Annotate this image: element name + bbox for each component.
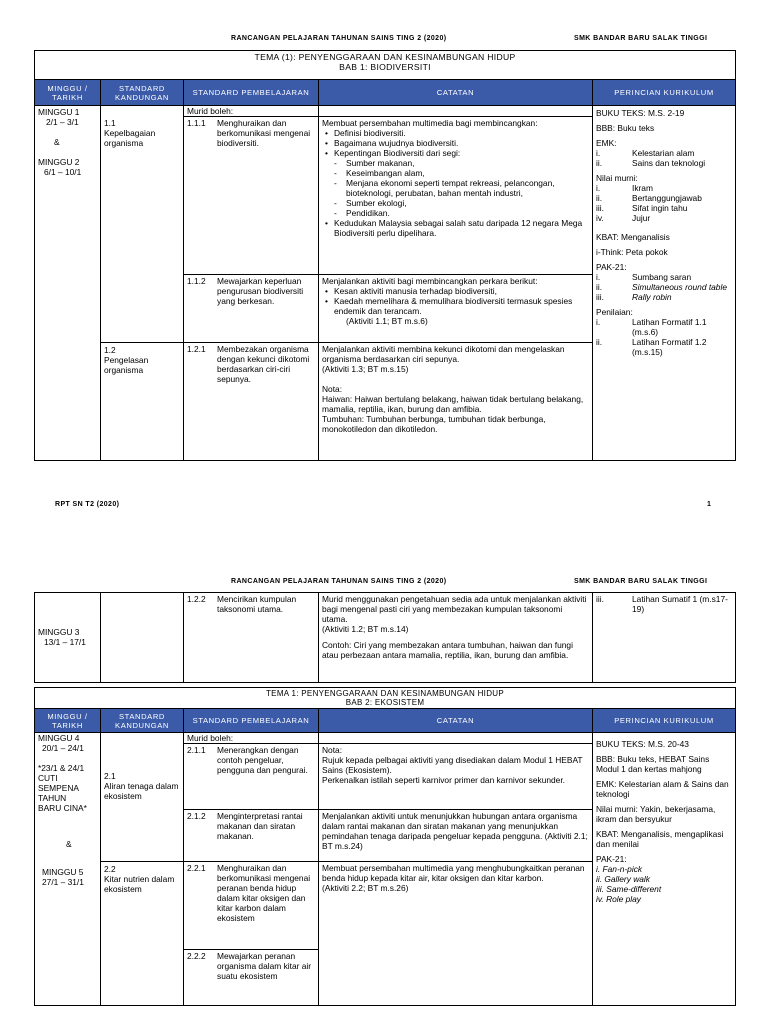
nilai-item: Bertanggungjawab <box>632 193 702 203</box>
kbat: KBAT: Menganalisis, mengaplikasi dan menilai <box>596 829 724 849</box>
catatan-dash: - Keseimbangan alam, <box>322 168 589 178</box>
emk-item: Sains dan teknologi <box>632 158 706 168</box>
catatan-cell <box>319 117 593 275</box>
sp-number: 1.1.1 <box>187 118 206 128</box>
col-standard-pembelajaran: STANDARD PEMBELAJARAN <box>184 80 319 106</box>
page-header-title: RANCANGAN PELAJARAN TAHUNAN SAINS TING 2 (2020) <box>231 35 447 42</box>
cuti-line: *23/1 & 24/1 <box>38 763 85 773</box>
catatan-haiwan: Haiwan: Haiwan bertulang belakang, haiwan tidak bertulang belakang, mamalia, reptilia, ikan, burung dan amfibia. <box>322 394 584 414</box>
catatan-ref: (Aktiviti 1.1; BT m.s.6) <box>346 316 428 326</box>
col-catatan: CATATAN <box>319 80 593 106</box>
catatan-nota: Nota: <box>322 384 343 394</box>
rpt-table-page1 <box>34 50 736 461</box>
sp-text: Menghuraikan dan berkomunikasi mengenai peranan benda hidup dalam kitar oksigen dan kitar karbon dalam ekosistem <box>217 863 311 923</box>
roman-numeral: ii. <box>596 193 603 203</box>
sk-number: 1.1 <box>104 118 116 128</box>
roman-numeral: ii. <box>596 282 603 292</box>
penilaian-label: Penilaian: <box>596 307 633 317</box>
murid-boleh-row <box>35 733 736 744</box>
sk-text: Kepelbagaian organisma <box>104 128 156 148</box>
bbb: BBB: Buku teks <box>596 123 655 133</box>
murid-boleh-row <box>35 106 736 117</box>
sp-cell <box>184 810 319 862</box>
catatan-dash: - Sumber makanan, <box>322 158 589 168</box>
sp-text: Menerangkan dengan contoh pengeluar, pengguna dan pengurai. <box>217 745 308 775</box>
catatan-dash: - Menjana ekonomi seperti tempat rekreasi, pelancongan, bioteknologi, perubatan, bahan mentah industri, <box>322 178 589 198</box>
sk-number: 1.2 <box>104 345 116 355</box>
roman-numeral: ii. <box>596 158 603 168</box>
catatan-line: Menjalankan aktiviti membina kekunci dikotomi dan mengelaskan organisma berdasarkan ciri sepunya. <box>322 344 565 364</box>
catatan-line: Membuat persembahan multimedia yang menghubungkaitkan peranan benda hidup kepada kitar air, kitar oksigen dan kitar karbon. <box>322 863 585 883</box>
sk-cell-2-2 <box>101 862 184 1006</box>
theme-row <box>35 51 736 80</box>
theme-title: TEMA 1: PENYENGGARAAN DAN KESINAMBUNGAN HIDUP <box>266 689 504 698</box>
rpt-table-page2-continuation <box>34 592 736 683</box>
catatan-cell <box>319 275 593 343</box>
sp-number: 1.2.1 <box>187 344 206 354</box>
murid-boleh-label: Murid boleh: <box>184 733 319 744</box>
minggu-3-date: 13/1 – 17/1 <box>44 637 86 647</box>
sk-text: Kitar nutrien dalam ekosistem <box>104 874 175 894</box>
pak-item: iii. Same-different <box>596 884 662 894</box>
emk-label: EMK: <box>596 138 617 148</box>
col-minggu: MINGGU / TARIKH <box>35 709 101 733</box>
rpt-table-bab2 <box>34 687 736 1006</box>
bbb: BBB: Buku teks, HEBAT Sains Modul 1 dan kertas mahjong <box>596 754 710 774</box>
sp-cell <box>184 744 319 810</box>
sk-number: 2.1 <box>104 771 116 781</box>
col-perincian: PERINCIAN KURIKULUM <box>593 709 736 733</box>
roman-numeral: iii. <box>596 203 604 213</box>
catatan-dash: - Sumber ekologi, <box>322 198 589 208</box>
col-standard-kandungan: STANDARD KANDUNGAN <box>101 709 184 733</box>
theme-title: TEMA (1): PENYENGGARAAN DAN KESINAMBUNGAN HIDUP <box>254 52 516 62</box>
nilai-murni: Nilai murni: Yakin, bekerjasama, ikram dan bersyukur <box>596 804 716 824</box>
roman-numeral: i. <box>596 183 601 193</box>
perincian-cell <box>593 593 736 683</box>
sp-text: Membezakan organisma dengan kekunci dikotomi berdasarkan ciri-ciri sepunya. <box>217 344 310 384</box>
col-minggu: MINGGU / TARIKH <box>35 80 101 106</box>
pak21-label: PAK-21: <box>596 854 627 864</box>
ithink: i-Think: Peta pokok <box>596 247 668 257</box>
col-catatan: CATATAN <box>319 709 593 733</box>
cuti-line: CUTI <box>38 773 58 783</box>
sk-text: Aliran tenaga dalam ekosistem <box>104 781 179 801</box>
nilai-item: Jujur <box>632 213 651 223</box>
cuti-line: BARU CINA* <box>38 803 87 813</box>
sp-number: 1.2.2 <box>187 594 206 604</box>
pak-item: iv. Role play <box>596 894 641 904</box>
theme-row <box>35 688 736 709</box>
catatan-intro: Membuat persembahan multimedia bagi membincangkan: <box>322 118 538 128</box>
pak-item: Sumbang saran <box>632 272 692 282</box>
sp-number: 2.2.1 <box>187 863 206 873</box>
catatan-nota: Nota: <box>322 745 343 755</box>
catatan-dash: - Pendidikan. <box>322 208 589 218</box>
sp-cell <box>184 950 319 1006</box>
buku-teks: BUKU TEKS: M.S. 2-19 <box>596 108 685 118</box>
sp-cell <box>184 593 319 683</box>
minggu-5-date: 27/1 – 31/1 <box>42 877 84 887</box>
sp-number: 2.1.1 <box>187 745 206 755</box>
sk-text: Pengelasan organisma <box>104 355 149 375</box>
perincian-cell <box>593 106 736 461</box>
page-number: 1 <box>707 501 712 508</box>
latihan-sumatif: Latihan Sumatif 1 (m.s17-19) <box>632 594 728 614</box>
roman-numeral: iii. <box>596 594 604 604</box>
catatan-bullet: • Kedudukan Malaysia sebagai salah satu daripada 12 negara Mega Biodiversiti perlu dipelihara. <box>322 218 589 238</box>
sk-cell-empty <box>101 593 184 683</box>
cuti-line: SEMPENA <box>38 783 79 793</box>
minggu-1: MINGGU 1 <box>38 107 80 117</box>
sp-text: Menginterpretasi rantai makanan dan siratan makanan. <box>217 811 303 841</box>
roman-numeral: iii. <box>596 292 604 302</box>
minggu-cell <box>35 733 101 1006</box>
catatan-line: Rujuk kepada pelbagai aktiviti yang disediakan dalam Modul 1 HEBAT Sains (Ekosistem). <box>322 755 583 775</box>
sk-cell-2-1 <box>101 733 184 862</box>
sp-cell <box>184 275 319 343</box>
sk-cell-1-1 <box>101 106 184 343</box>
catatan-line: Perkenalkan istilah seperti karnivor primer dan karnivor sekunder. <box>322 775 565 785</box>
minggu-2: MINGGU 2 <box>38 157 80 167</box>
minggu-and: & <box>66 839 72 849</box>
sk-cell-1-2 <box>101 343 184 461</box>
murid-boleh-label: Murid boleh: <box>184 106 319 117</box>
sp-number: 2.2.2 <box>187 951 206 961</box>
sp-cell <box>184 862 319 950</box>
pak-item: ii. Gallery walk <box>596 874 650 884</box>
sp-number: 2.1.2 <box>187 811 206 821</box>
page-header-school: SMK BANDAR BARU SALAK TINGGI <box>574 35 708 42</box>
roman-numeral: i. <box>596 148 601 158</box>
pak21-label: PAK-21: <box>596 262 627 272</box>
sp-text: Mewajarkan peranan organisma dalam kitar air suatu ekosistem <box>217 951 312 981</box>
catatan-cell <box>319 593 593 683</box>
column-header-row <box>35 709 736 733</box>
catatan-line: Menjalankan aktiviti untuk menunjukkan hubungan antara organisma dalam rantai makanan dan siratan makanan yang menunjukkan pemindahan tenaga daripada pengeluar kepada pengguna. (Aktiviti 2.1; BT m.s.24) <box>322 811 588 851</box>
catatan-cell <box>319 810 593 862</box>
catatan-line: Murid menggunakan pengetahuan sedia ada untuk menjalankan aktiviti bagi mengenal pasti ciri yang membezakan kumpulan taksonomi utama. <box>322 594 587 624</box>
minggu-3: MINGGU 3 <box>38 627 80 637</box>
column-header-row <box>35 80 736 106</box>
minggu-4-date: 20/1 – 24/1 <box>42 743 84 753</box>
page-header-title: RANCANGAN PELAJARAN TAHUNAN SAINS TING 2 (2020) <box>231 578 447 585</box>
catatan-tumbuhan: Tumbuhan: Tumbuhan berbunga, tumbuhan tidak berbunga, monokotiledon dan dikotiledon. <box>322 414 546 434</box>
catatan-cell <box>319 862 593 1006</box>
penilaian-item: Latihan Formatif 1.2 (m.s.15) <box>632 337 707 357</box>
col-perincian: PERINCIAN KURIKULUM <box>593 80 736 106</box>
col-standard-kandungan: STANDARD KANDUNGAN <box>101 80 184 106</box>
minggu-5: MINGGU 5 <box>42 867 84 877</box>
cuti-line: TAHUN <box>38 793 67 803</box>
catatan-bullet: • Bagaimana wujudnya biodiversiti. <box>322 138 589 148</box>
minggu-4: MINGGU 4 <box>38 733 80 743</box>
sp-cell <box>184 343 319 461</box>
catatan-cell <box>319 343 593 461</box>
roman-numeral: i. <box>596 272 601 282</box>
minggu-1-date: 2/1 – 3/1 <box>46 117 79 127</box>
catatan-bullet: • Definisi biodiversiti. <box>322 128 589 138</box>
sk-number: 2.2 <box>104 864 116 874</box>
roman-numeral: iv. <box>596 213 604 223</box>
roman-numeral: i. <box>596 317 601 327</box>
catatan-bullet: • Kesan aktiviti manusia terhadap biodiversiti, <box>322 286 589 296</box>
nilai-item: Sifat ingin tahu <box>632 203 688 213</box>
page-header-school: SMK BANDAR BARU SALAK TINGGI <box>574 578 708 585</box>
catatan-bullet: • Kaedah memelihara & memulihara biodiversiti termasuk spesies endemik dan terancam. <box>322 296 589 316</box>
minggu-and: & <box>54 137 60 147</box>
perincian-cell <box>593 733 736 1006</box>
catatan-ref: (Aktiviti 1.2; BT m.s.14) <box>322 624 409 634</box>
nilai-item: Ikram <box>632 183 653 193</box>
emk-item: Kelestarian alam <box>632 148 695 158</box>
pak-item: Rally robin <box>632 292 672 302</box>
pak-item: Simultaneous round table <box>632 282 727 292</box>
buku-teks: BUKU TEKS: M.S. 20-43 <box>596 739 689 749</box>
chapter-title: BAB 2: EKOSISTEM <box>345 698 425 707</box>
catatan-ref: (Aktiviti 2.2; BT m.s.26) <box>322 883 409 893</box>
col-standard-pembelajaran: STANDARD PEMBELAJARAN <box>184 709 319 733</box>
pak-item: i. Fan-n-pick <box>596 864 643 874</box>
minggu-cell <box>35 593 101 683</box>
sp-cell <box>184 117 319 275</box>
catatan-intro: Menjalankan aktiviti bagi membincangkan perkara berikut: <box>322 276 538 286</box>
roman-numeral: ii. <box>596 337 603 347</box>
minggu-cell <box>35 106 101 461</box>
catatan-ref: (Aktiviti 1.3; BT m.s.15) <box>322 364 409 374</box>
chapter-title: BAB 1: BIODIVERSITI <box>339 62 431 72</box>
catatan-bullet: • Kepentingan Biodiversiti dari segi: <box>322 148 589 158</box>
kbat: KBAT: Menganalisis <box>596 232 670 242</box>
sp-text: Mencirikan kumpulan taksonomi utama. <box>217 594 297 614</box>
page-footer-left: RPT SN T2 (2020) <box>55 501 120 508</box>
sp-text: Menghuraikan dan berkomunikasi mengenai biodiversiti. <box>217 118 311 148</box>
catatan-contoh: Contoh: Ciri yang membezakan antara tumbuhan, haiwan dan fungi atau perbezaan antara mamalia, reptilia, ikan, burung dan amfibia. <box>322 640 573 660</box>
sp-number: 1.1.2 <box>187 276 206 286</box>
catatan-cell <box>319 744 593 810</box>
penilaian-item: Latihan Formatif 1.1 (m.s.6) <box>632 317 707 337</box>
nilai-label: Nilai murni: <box>596 173 638 183</box>
emk: EMK: Kelestarian alam & Sains dan teknologi <box>596 779 729 799</box>
minggu-2-date: 6/1 – 10/1 <box>44 167 82 177</box>
sp-text: Mewajarkan keperluan pengurusan biodiversiti yang berkesan. <box>217 276 304 306</box>
